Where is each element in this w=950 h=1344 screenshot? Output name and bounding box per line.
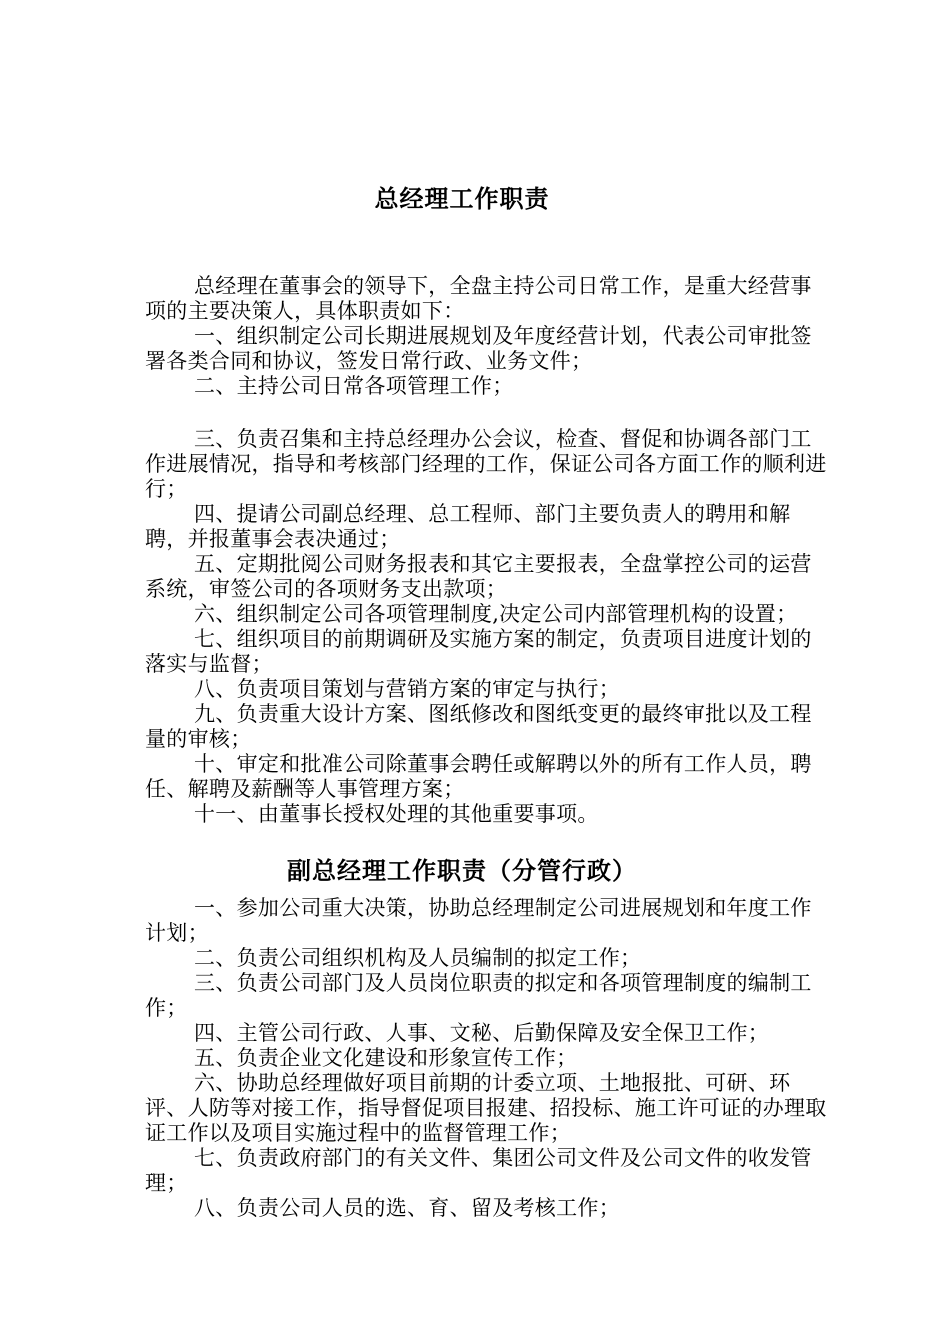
deputy-manager-duties-section bbox=[145, 896, 831, 1221]
duty-item-5: 五、定期批阅公司财务报表和其它主要报表，全盘掌控公司的运营系统，审签公司的各项财务支出款项； bbox=[145, 552, 812, 601]
duty-item-11: 十一、由董事长授权处理的其他重要事项。 bbox=[194, 802, 599, 826]
duty-item-4: 四、提请公司副总经理、总工程师、部门主要负责人的聘用和解聘，并报董事会表决通过； bbox=[145, 502, 791, 551]
general-manager-duties-section bbox=[145, 274, 831, 827]
duty-item-7: 七、组织项目的前期调研及实施方案的制定，负责项目进度计划的落实与监督； bbox=[145, 627, 812, 676]
duty-item-6: 六、组织制定公司各项管理制度,决定公司内部管理机构的设置； bbox=[194, 602, 798, 626]
duty-item-9: 九、负责重大设计方案、图纸修改和图纸变更的最终审批以及工程量的审核； bbox=[145, 702, 812, 751]
section-title-deputy-manager: 副总经理工作职责（分管行政） bbox=[287, 857, 637, 885]
deputy-duty-item-6: 六、协助总经理做好项目前期的计委立项、土地报批、可研、环评、人防等对接工作，指导督促项目报建、招投标、施工许可证的办理取证工作以及项目实施过程中的监督管理工作； bbox=[145, 1071, 827, 1145]
deputy-duty-item-2: 二、负责公司组织机构及人员编制的拟定工作； bbox=[194, 946, 642, 970]
duty-item-2: 二、主持公司日常各项管理工作； bbox=[194, 374, 514, 398]
deputy-duty-item-4: 四、主管公司行政、人事、文秘、后勤保障及安全保卫工作； bbox=[194, 1021, 770, 1045]
deputy-duty-item-5: 五、负责企业文化建设和形象宣传工作； bbox=[194, 1046, 578, 1070]
deputy-duty-item-7: 七、负责政府部门的有关文件、集团公司文件及公司文件的收发管理； bbox=[145, 1146, 812, 1195]
page-title-general-manager: 总经理工作职责 bbox=[374, 185, 550, 213]
intro-paragraph: 总经理在董事会的领导下，全盘主持公司日常工作，是重大经营事项的主要决策人，具体职责如下： bbox=[145, 274, 812, 323]
duty-item-10: 十、审定和批准公司除董事会聘任或解聘以外的所有工作人员，聘任、解聘及薪酬等人事管理方案； bbox=[145, 752, 812, 801]
duty-item-1: 一、组织制定公司长期进展规划及年度经营计划，代表公司审批签署各类合同和协议，签发日常行政、业务文件； bbox=[145, 324, 812, 373]
deputy-duty-item-1: 一、参加公司重大决策，协助总经理制定公司进展规划和年度工作计划； bbox=[145, 896, 812, 945]
deputy-duty-item-3: 三、负责公司部门及人员岗位职责的拟定和各项管理制度的编制工作； bbox=[145, 971, 812, 1020]
duty-item-8: 八、负责项目策划与营销方案的审定与执行； bbox=[194, 677, 620, 701]
duty-item-3: 三、负责召集和主持总经理办公会议，检查、督促和协调各部门工作进展情况，指导和考核部门经理的工作，保证公司各方面工作的顺利进行； bbox=[145, 427, 827, 501]
deputy-duty-item-8: 八、负责公司人员的选、育、留及考核工作； bbox=[194, 1196, 620, 1220]
